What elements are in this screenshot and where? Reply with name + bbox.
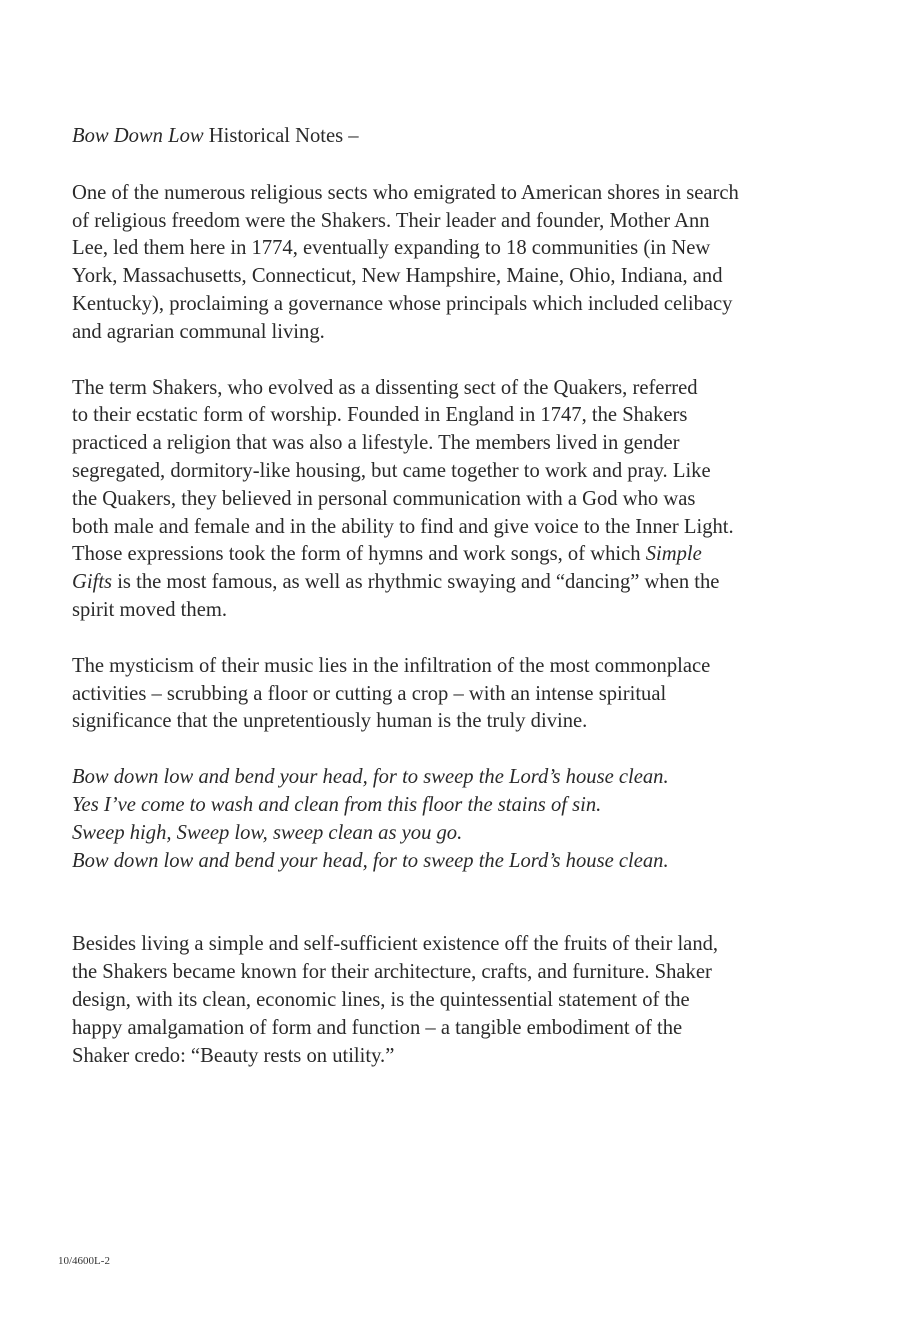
paragraph-line: design, with its clean, economic lines, is the quintessential statement of the [72,988,690,1011]
page-heading [72,123,832,151]
paragraph-line: spirit moved them. [72,598,228,621]
simple-gifts-title-part2: Gifts [72,571,113,594]
paragraph-line [72,569,832,597]
paragraph-line: practiced a religion that was also a lifestyle. The members lived in gender [72,432,680,455]
line7-text: Those expressions took the form of hymns and work songs, of which [72,543,646,566]
paragraph-line: Kentucky), proclaiming a governance whose principals which included celibacy [72,292,733,315]
heading-title-rest: Historical Notes – [203,125,359,147]
paragraph-3 [72,653,832,736]
paragraph-4 [72,931,832,1070]
paragraph-line: Besides living a simple and self-sufficient existence off the fruits of their land, [72,933,719,956]
lyric-line: Yes I’ve come to wash and clean from this floor the stains of sin. [72,793,602,816]
paragraph-2 [72,375,832,625]
catalog-code: 10/4600L-2 [58,1255,110,1267]
paragraph-line: the Shakers became known for their architecture, crafts, and furniture. Shaker [72,961,712,984]
paragraph-line: Lee, led them here in 1774, eventually expanding to 18 communities (in New [72,237,711,260]
paragraph-line: segregated, dormitory-like housing, but came together to work and pray. Like [72,459,711,482]
lyric-line: Sweep high, Sweep low, sweep clean as you go. [72,821,463,844]
line8-text: is the most famous, as well as rhythmic swaying and “dancing” when the [112,571,720,594]
paragraph-line: significance that the unpretentiously human is the truly divine. [72,710,588,733]
paragraph-line: to their ecstatic form of worship. Founded in England in 1747, the Shakers [72,404,688,427]
simple-gifts-title-part1: Simple [645,543,702,566]
paragraph-line: Shaker credo: “Beauty rests on utility.” [72,1044,395,1067]
paragraph-line: both male and female and in the ability to find and give voice to the Inner Light. [72,515,734,538]
paragraph-1 [72,180,832,347]
song-lyrics [72,764,832,875]
paragraph-line: The mysticism of their music lies in the infiltration of the most commonplace [72,654,711,677]
paragraph-line: happy amalgamation of form and function – a tangible embodiment of the [72,1016,683,1039]
heading-title-italic: Bow Down Low [72,125,204,147]
paragraph-line: of religious freedom were the Shakers. Their leader and founder, Mother Ann [72,209,710,232]
paragraph-line: One of the numerous religious sects who emigrated to American shores in search [72,181,739,204]
lyric-line: Bow down low and bend your head, for to sweep the Lord’s house clean. [72,766,669,789]
paragraph-line: York, Massachusetts, Connecticut, New Hampshire, Maine, Ohio, Indiana, and [72,265,723,288]
lyric-line: Bow down low and bend your head, for to sweep the Lord’s house clean. [72,849,669,872]
paragraph-line [72,541,832,569]
paragraph-line: the Quakers, they believed in personal communication with a God who was [72,487,696,510]
paragraph-line: activities – scrubbing a floor or cutting a crop – with an intense spiritual [72,682,667,705]
paragraph-line: and agrarian communal living. [72,320,325,343]
document-page [72,123,832,1098]
paragraph-line: The term Shakers, who evolved as a dissenting sect of the Quakers, referred [72,376,698,399]
